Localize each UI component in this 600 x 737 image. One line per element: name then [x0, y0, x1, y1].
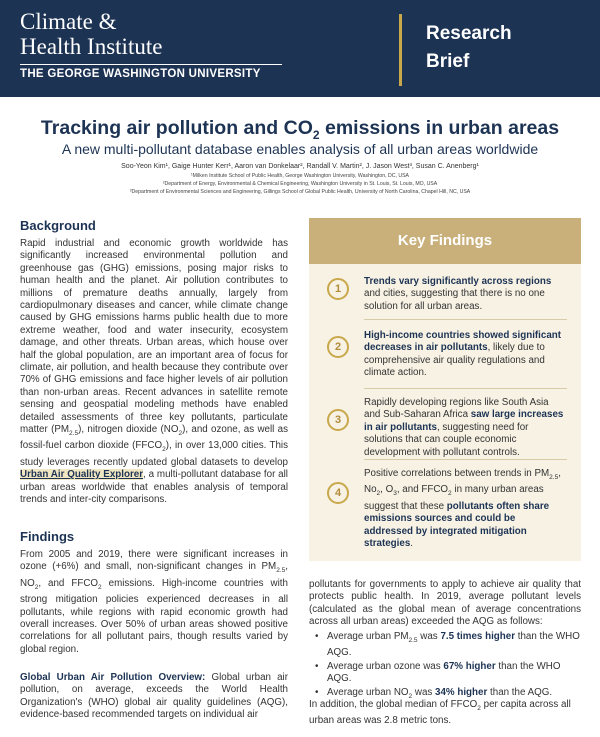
aqg-bullet-list: [309, 631, 581, 704]
key-finding-text: Positive correlations between trends in $PM_{2.5}$, $No_2$, $O_3$, and $FFCO_2$ in many urban areas suggest that these pollutants often share emissions sources and could be addressed by integrated mitigation strategies.: [364, 468, 561, 549]
brief-line2: Brief: [426, 51, 470, 72]
affiliation-1: ¹Milken Institute School of Public Health, George Washington University, Washington, DC, USA: [190, 173, 410, 179]
key-finding-text: High-income countries showed significant decreases in air pollutants, likely due to comprehensive air quality regulations and climate action.: [364, 330, 562, 379]
brief-line1: Research: [426, 23, 512, 44]
ffco2-paragraph: In addition, the global median of $FFCO_2$ per capita across all urban areas was 2.8 metric tons.: [309, 699, 571, 727]
background-paragraph: Rapid industrial and economic growth worldwide has significantly increased environmental pollution and greenhouse gas (GHG) emissions, posing major risks to human health and the planet. Air pollution contributes to millions of premature deaths annually, largely from cardiopulmonary diseases and cancer, while climate change caused by GHG emissions harms public health due to more extreme weather, food and water insecurity, ecosystem damage, and other threats. Urban areas, which house over half the global population, are an important area of focus for climate, air pollution, and health because they contribute over 70% of GHG emissions and face higher levels of air pollution than non-urban areas. Recent advances in satellite remote sensing and geospatial modeling methods have enabled detailed assessments of three key pollutants, particulate matter $(PM_{2.5})$, nitrogen dioxide $(NO_2)$, and ozone, as well as fossil-fuel carbon dioxide $(FFCO_2)$, in over 13,000 cities. This study leverages recently updated global datasets to develop Urban Air Quality Explorer, a multi-pollutant database for all urban areas worldwide that enables analysis of temporal trends and inter-city comparisons.: [20, 238, 288, 506]
findings-paragraph: From 2005 and 2019, there were significant increases in ozone (+6%) and small, non-significant changes in $PM_{2.5}$, $NO_2$, and $FFCO_2$ emissions. High-income countries with strong mitigation policies experienced decreases in all pollutants, while regions with rapid economic growth had overall increases. Over 50% of urban areas showed positive correlations for all pollutant pairs, though results varied by global region.: [20, 549, 288, 655]
number-3-icon: 3: [327, 409, 349, 431]
key-finding-text: Rapidly developing regions like South Asia and Sub-Saharan Africa saw large increases in air pollutants, suggesting need for solutions that can couple economic development with pollutant controls.: [364, 397, 564, 458]
author-list: Soo-Yeon Kim¹, Gaige Hunter Kerr¹, Aaron van Donkelaar², Randall V. Martin², J. Jason West³, Susan C. Anenberg¹: [121, 163, 479, 170]
findings-heading: Findings: [20, 529, 75, 544]
header-divider: [399, 14, 402, 86]
logo-divider: [20, 64, 282, 65]
list-item: • Average urban $PM_{2.5}$ was 7.5 times higher than the WHO AQG.: [309, 631, 581, 660]
background-heading: Background: [20, 218, 96, 233]
finding-divider: [364, 459, 567, 460]
urban-air-quality-explorer-link[interactable]: Urban Air Quality Explorer: [20, 469, 144, 481]
key-findings-heading: Key Findings: [309, 218, 581, 264]
page-subtitle: A new multi-pollutant database enables analysis of all urban areas worldwide: [61, 141, 539, 157]
key-finding-text: Trends vary significantly across regions and cities, suggesting that there is no one solution for all urban areas.: [364, 276, 552, 312]
header-banner: [0, 0, 600, 97]
key-findings-box: [309, 218, 581, 561]
institute-name-line1: Climate &: [20, 9, 117, 34]
aqg-paragraph: pollutants for governments to apply to achieve air quality that protects public health. In 2019, average pollutant levels (calculated as the global mean of average concentrations across all urban areas) exceeded the AQG as follows:: [309, 579, 581, 628]
finding-divider: [364, 388, 567, 389]
number-1-icon: 1: [327, 278, 349, 300]
institute-name-line2: Health Institute: [20, 34, 163, 59]
affiliation-2: ²Department of Energy, Environmental & Chemical Engineering, Washington University in St. Louis, St. Louis, MO, USA: [162, 181, 438, 187]
institute-logo[interactable]: [20, 9, 162, 59]
global-overview-paragraph: Global Urban Air Pollution Overview: Global urban air pollution, on average, exceeds the World Health Organization's (WHO) global air quality guidelines (AQG), evidence-based recommended targets on individual air: [20, 672, 288, 721]
page-title: Tracking air pollution and $CO_2$ emissions in urban areas: [40, 117, 560, 142]
university-name: THE GEORGE WASHINGTON UNIVERSITY: [20, 68, 261, 80]
number-2-icon: 2: [327, 336, 349, 358]
affiliation-3: ³Department of Environmental Sciences and Engineering, Gillings School of Global Public Health, University of North Carolina, Chapel Hill, NC, USA: [129, 189, 471, 195]
list-item: • Average urban ozone was 67% higher than the WHO AQG.: [309, 661, 581, 686]
number-4-icon: 4: [327, 482, 349, 504]
list-item: • Average urban $NO_2$ was 34% higher than the AQG.: [309, 687, 581, 703]
document-type-label: [426, 20, 512, 76]
finding-divider: [364, 319, 567, 320]
